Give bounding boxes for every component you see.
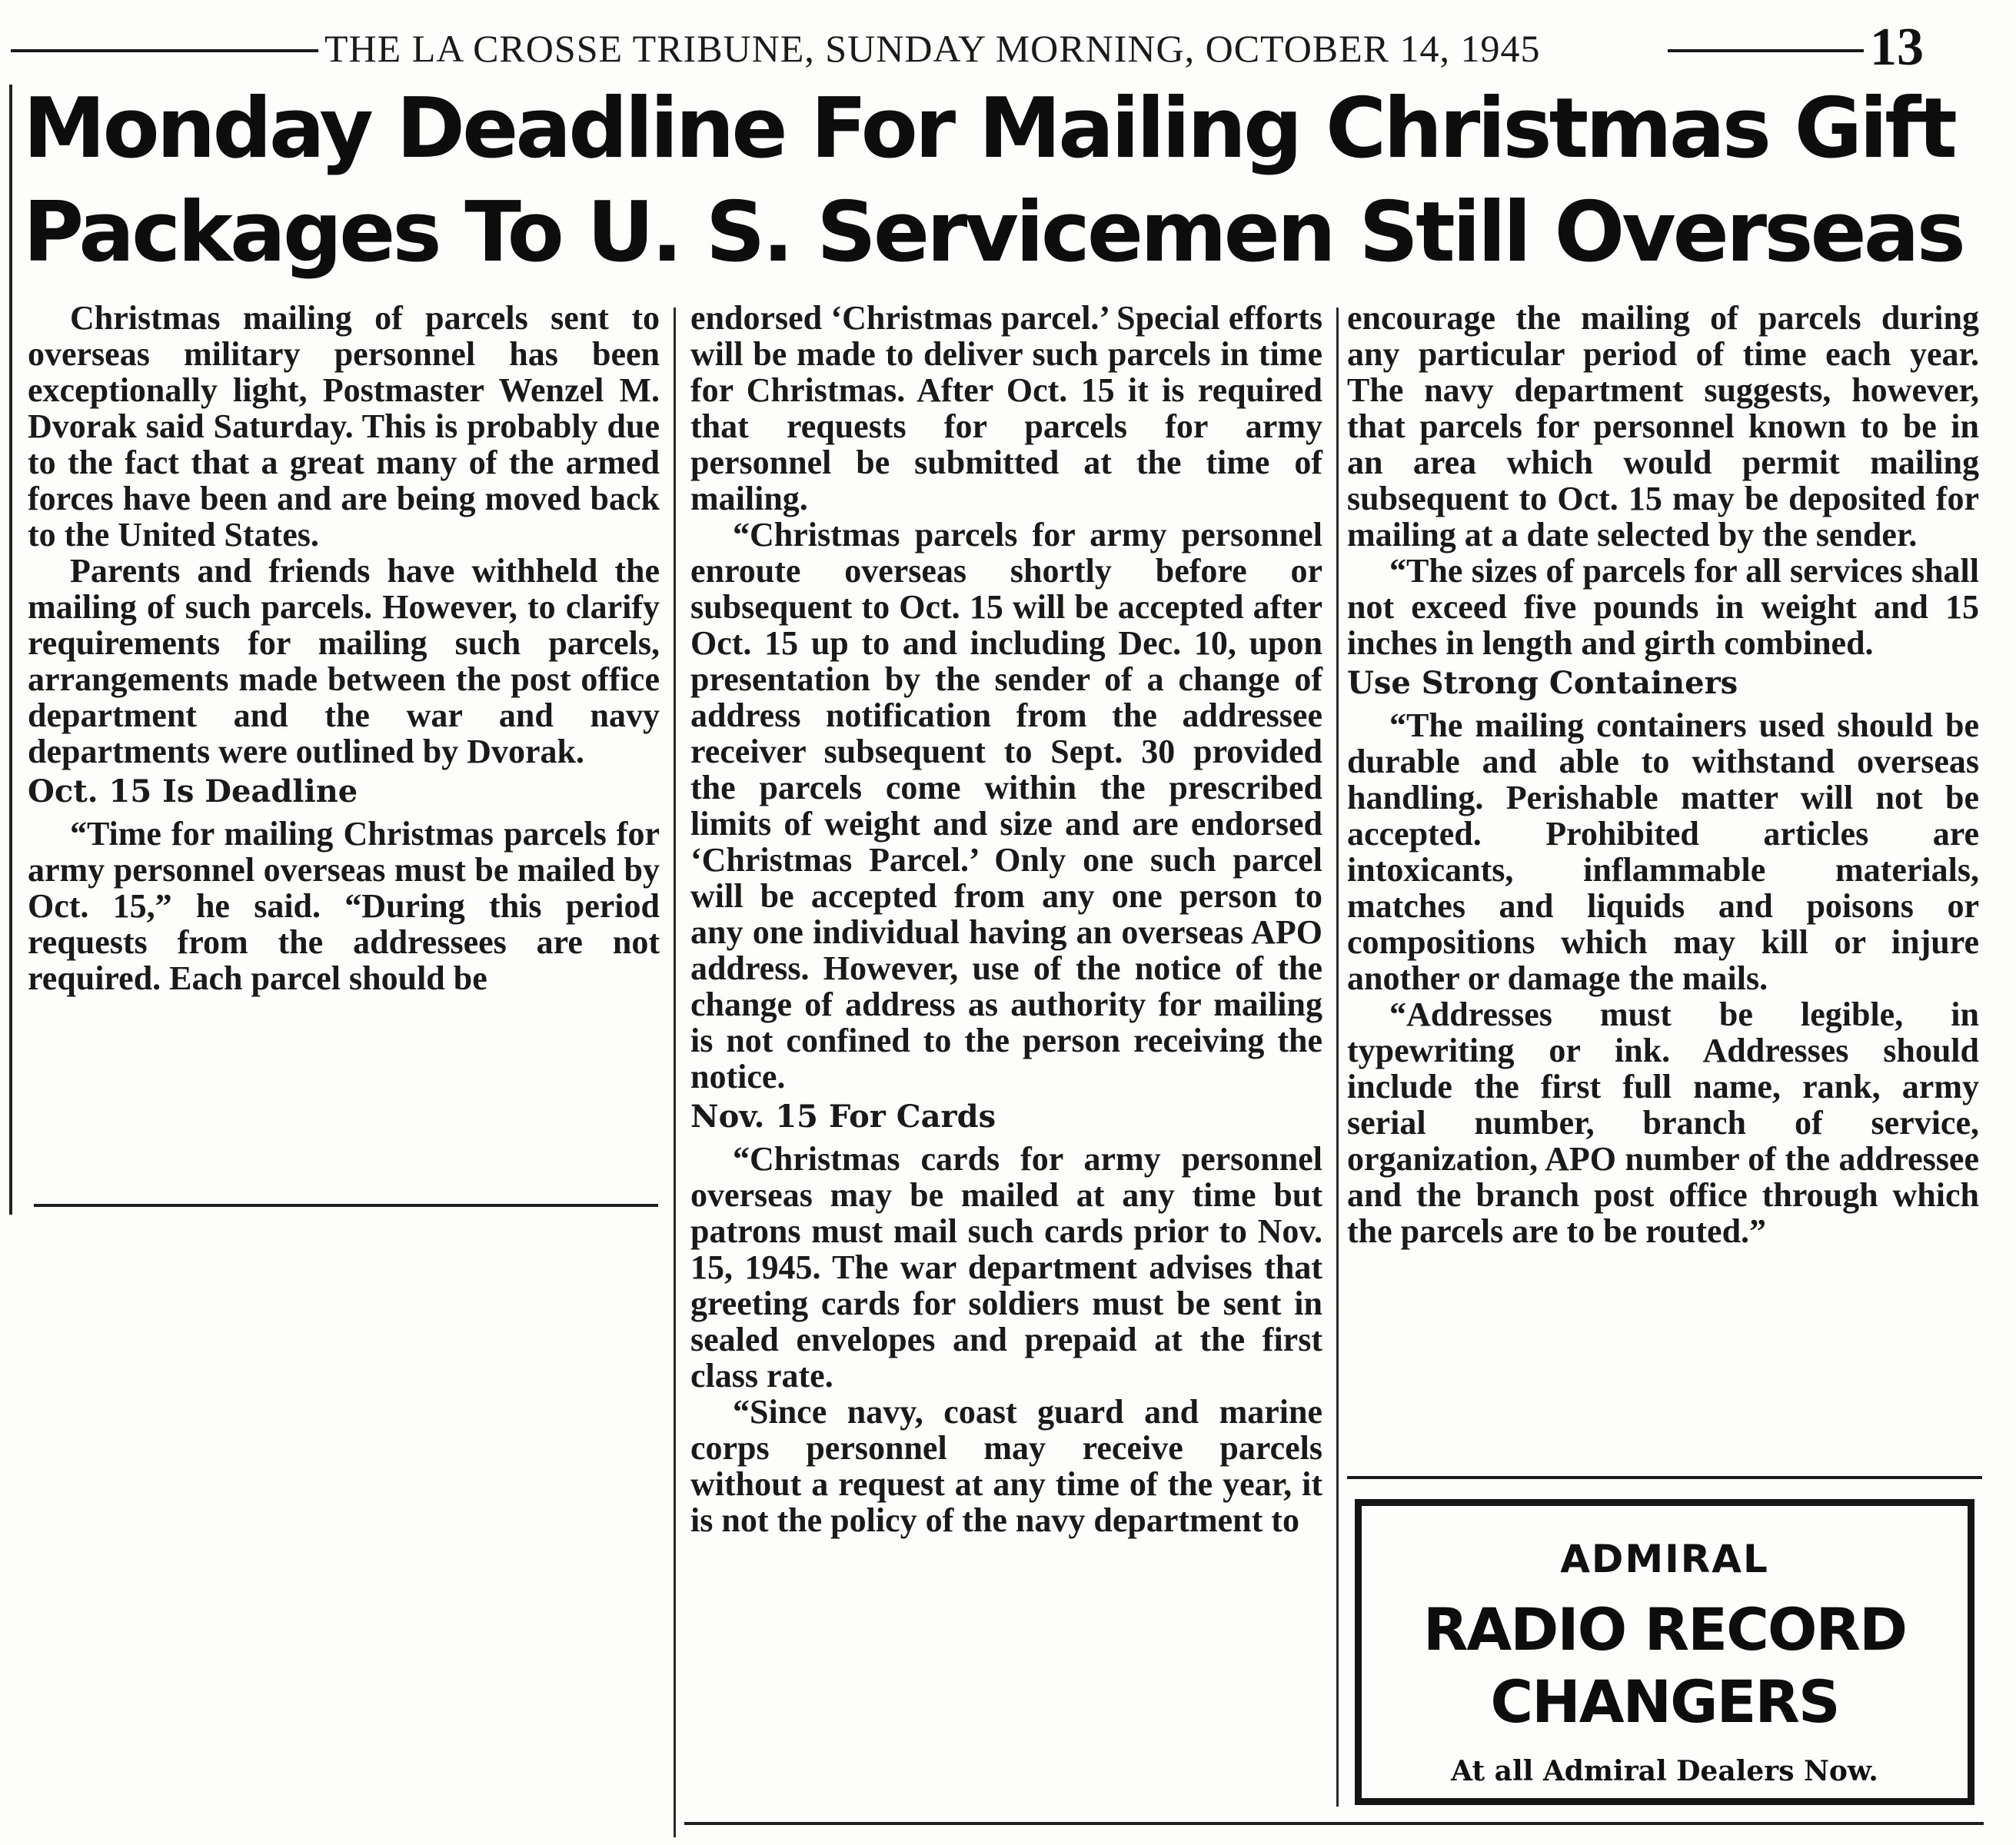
admiral-advertisement bbox=[1355, 1499, 1974, 1805]
subhead-deadline: Oct. 15 Is Deadline bbox=[28, 773, 358, 809]
headline bbox=[23, 77, 1991, 284]
headline-line-2: Packages To U. S. Servicemen Still Overseas bbox=[23, 184, 1963, 281]
ad-product-line-1: RADIO RECORD bbox=[1422, 1595, 1907, 1664]
paragraph: Christmas mailing of parcels sent to overseas military personnel has been exceptionally light, Postmaster Wenzel M. Dvorak said Saturday. This is probably due to the fact that a great many of the armed forces have been and are being moved back to the United States. bbox=[28, 299, 660, 554]
ad-brand: ADMIRAL bbox=[1560, 1537, 1769, 1581]
ad-product-line-2: CHANGERS bbox=[1490, 1667, 1839, 1736]
headline-line-1: Monday Deadline For Mailing Christmas Gift bbox=[23, 81, 1954, 177]
paragraph: “The mailing containers used should be durable and able to withstand overseas handling. Perishable matter will not be accepted. Prohibited articles are intoxicants, inflammable materials, matches and liquids and poisons or compositions which may kill or injure another or damage the mails. bbox=[1347, 706, 1979, 997]
bottom-rule bbox=[684, 1822, 1984, 1825]
paragraph: “Since navy, coast guard and marine corps personnel may receive parcels without a request at any time of the year, it is not the policy of the navy department to bbox=[690, 1393, 1322, 1539]
paragraph: “Christmas parcels for army personnel enroute overseas shortly before or subsequent to Oct. 15 will be accepted after Oct. 15 up to and including Dec. 10, upon presentation by the sender of a change of address notification from the addressee receiver subsequent to Sept. 30 provided the parcels come within the prescribed limits of weight and size and are endorsed ‘Christmas Parcel.’ Only one such parcel will be accepted from any one person to any one individual having an overseas APO address. However, use of the notice of the change of address as authority for mailing is not confined to the person receiving the notice. bbox=[690, 516, 1322, 1095]
masthead-rule-left bbox=[11, 49, 318, 52]
ad-top-rule bbox=[1347, 1476, 1982, 1479]
subhead-containers: Use Strong Containers bbox=[1347, 665, 1738, 701]
masthead-text: THE LA CROSSE TRIBUNE, SUNDAY MORNING, OCTOBER 14, 1945 bbox=[324, 27, 1541, 70]
paragraph: endorsed ‘Christmas parcel.’ Special efforts will be made to deliver such parcels in time for Christmas. After Oct. 15 it is required that requests for parcels for army personnel be submitted at the time of mailing. bbox=[690, 299, 1322, 517]
page-number: 13 bbox=[1870, 18, 1924, 77]
paragraph: Parents and friends have withheld the mailing of such parcels. However, to clarify requirements for mailing such parcels, arrangements made between the post office department and the war and navy departments were outlined by Dvorak. bbox=[28, 552, 660, 770]
column-1-end-rule bbox=[34, 1204, 658, 1207]
ad-tagline: At all Admiral Dealers Now. bbox=[1451, 1755, 1878, 1787]
left-border-rule bbox=[9, 85, 12, 1215]
paragraph: “Christmas cards for army personnel overseas may be mailed at any time but patrons must mail such cards prior to Nov. 15, 1945. The war department advises that greeting cards for soldiers must be sent in sealed envelopes and prepaid at the first class rate. bbox=[690, 1140, 1322, 1395]
article-column-2 bbox=[690, 300, 1322, 1538]
masthead bbox=[11, 18, 1933, 77]
column-divider bbox=[674, 308, 676, 1837]
paragraph: “Addresses must be legible, in typewriting or ink. Addresses should include the first full name, rank, army serial number, branch of service, organization, APO number of the addressee and the branch post office through which the parcels are to be routed.” bbox=[1347, 996, 1979, 1250]
article-column-1 bbox=[28, 300, 660, 996]
article-column-3 bbox=[1347, 300, 1979, 1249]
subhead-cards: Nov. 15 For Cards bbox=[690, 1099, 996, 1135]
masthead-rule-right bbox=[1668, 49, 1864, 52]
paragraph: “Time for mailing Christmas parcels for army personnel overseas must be mailed by Oct. 15,” he said. “During this period requests from the addressees are not required. Each parcel should be bbox=[28, 815, 660, 997]
paragraph: “The sizes of parcels for all services shall not exceed five pounds in weight and 15 inches in length and girth combined. bbox=[1347, 552, 1979, 662]
column-divider bbox=[1336, 308, 1339, 1807]
paragraph: encourage the mailing of parcels during any particular period of time each year. The navy department suggests, however, that parcels for personnel known to be in an area which would permit mailing subsequent to Oct. 15 may be deposited for mailing at a date selected by the sender. bbox=[1347, 299, 1979, 554]
